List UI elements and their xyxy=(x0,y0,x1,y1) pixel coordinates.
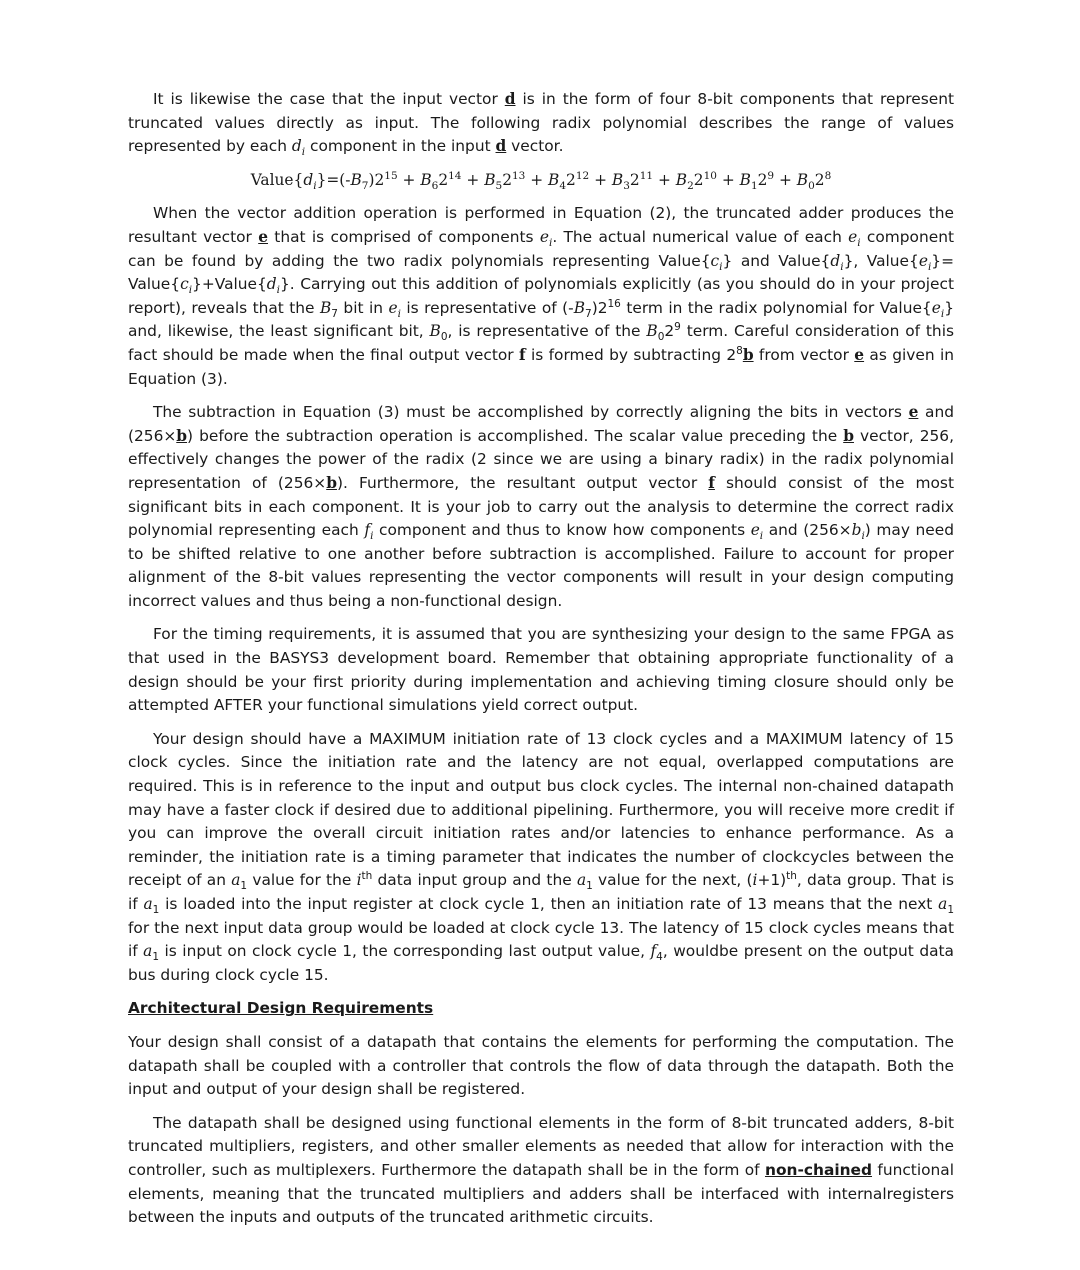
vector-d: d xyxy=(504,90,516,108)
paragraph-6: Your design shall consist of a datapath that contains the elements for performing the computation. The datapath shall be coupled with a controller that controls the flow of data through the datapath. Both the input and output of your design shall be registered. xyxy=(128,1032,954,1099)
section-heading: Architectural Design Requirements xyxy=(128,999,434,1018)
paragraph-3: The subtraction in Equation (3) must be accomplished by correctly aligning the bits in vectors e and (256×b) before the subtraction operation is accomplished. The scalar value preceding the b vector, 256, effectively changes the power of the radix (2 since we are using a binary radix) in the radix polynomial representation of (256×b). Furthermore, the resultant output vector f should consist of the most significant bits in each component. It is your job to carry out the analysis to determine the correct radix polynomial representing each $f_i$ component and thus to know how components $e_i$ and $(256\times b_i)$ may need to be shifted relative to one another before subtraction is accomplished. Failure to account for proper alignment of the 8-bit values representing the vector components will result in your design computing incorrect values and thus being a non-functional design. xyxy=(128,403,954,610)
emphasis-non-chained: non-chained xyxy=(764,1160,873,1179)
vector-d: d xyxy=(495,137,507,156)
text: component in the input xyxy=(305,137,496,156)
text: vector. xyxy=(506,137,564,156)
equation-value-di: $Value\{d_i\}=(-B_7)2^{15} + B_62^{14} + B_52^{13} + B_42^{12} + B_32^{11} + B_22^{10} + B_12^9 + B_02^8$ xyxy=(250,169,832,192)
text: It is likewise the case that the input vector xyxy=(153,90,505,108)
paragraph-1 xyxy=(128,88,954,159)
math-sub: i xyxy=(301,146,306,159)
paragraph-5: Your design should have a MAXIMUM initiation rate of 13 clock cycles and a MAXIMUM latency of 15 clock cycles. Since the initiation rate and the latency are not equal, overlapped computations are required. This is in reference to the input and output bus clock cycles. The internal non-chained datapath may have a faster clock if desired due to additional pipelining. Furthermore, you will receive more credit if you can improve the overall circuit initiation rates and/or latencies to enhance performance. As a reminder, the initiation rate is a timing parameter that indicates the number of clockcycles between the receipt of an $a_1$ value for the $i^{th}$ data input group and the $a_1$ value for the next, $(i+1)^{th}$, data group. That is if $a_1$ is loaded into the input register at clock cycle 1, then an initiation rate of 13 means that the next $a_1$ for the next input data group would be loaded at clock cycle 13. The latency of 15 clock cycles means that if $a_1$ is input on clock cycle 1, the corresponding last output value, $f_4$, wouldbe present on the output data bus during clock cycle 15. xyxy=(128,729,954,984)
document-page xyxy=(128,88,954,1240)
paragraph-4: For the timing requirements, it is assumed that you are synthesizing your design to the same FPGA as that used in the BASYS3 development board. Remember that obtaining appropriate functionality of a design should be your first priority during implementation and achieving timing closure should only be attempted AFTER your functional simulations yield correct output. xyxy=(128,625,954,715)
math-var: d xyxy=(291,137,302,156)
text: is in the form of four 8-bit components that represent truncated values directly as input. The following radix polynomial describes the range of values represented by each xyxy=(128,90,954,156)
paragraph-2: When the vector addition operation is performed in Equation (2), the truncated adder produces the resultant vector e that is comprised of components $e_i$. The actual numerical value of each $e_i$ component can be found by adding the two radix polynomials representing $Value\{c_i\}$ and $Value\{d_i\}$, $Value\{e_i\}=$ $Value\{c_i\}+Value\{d_i\}$. Carrying out this addition of polynomials explicitly (as you should do in your project report), reveals that the $B_7$ bit in $e_i$ is representative of $(-B_7)2^{16}$ term in the radix polynomial for $Value\{e_i\}$ and, likewise, the least significant bit, $B_0$, is representative of the $B_02^9$ term. Careful consideration of this fact should be made when the final output vector f is formed by subtracting $2^8b$ from vector e as given in Equation (3). xyxy=(128,204,954,388)
paragraph-7: The datapath shall be designed using functional elements in the form of 8-bit truncated adders, 8-bit truncated multipliers, registers, and other smaller elements as needed that allow for interaction with the controller, such as multiplexers. Furthermore the datapath shall be in the form of non-chained functional elements, meaning that the truncated multipliers and adders shall be interfaced with internalregisters between the inputs and outputs of the truncated arithmetic circuits. xyxy=(128,1113,954,1227)
